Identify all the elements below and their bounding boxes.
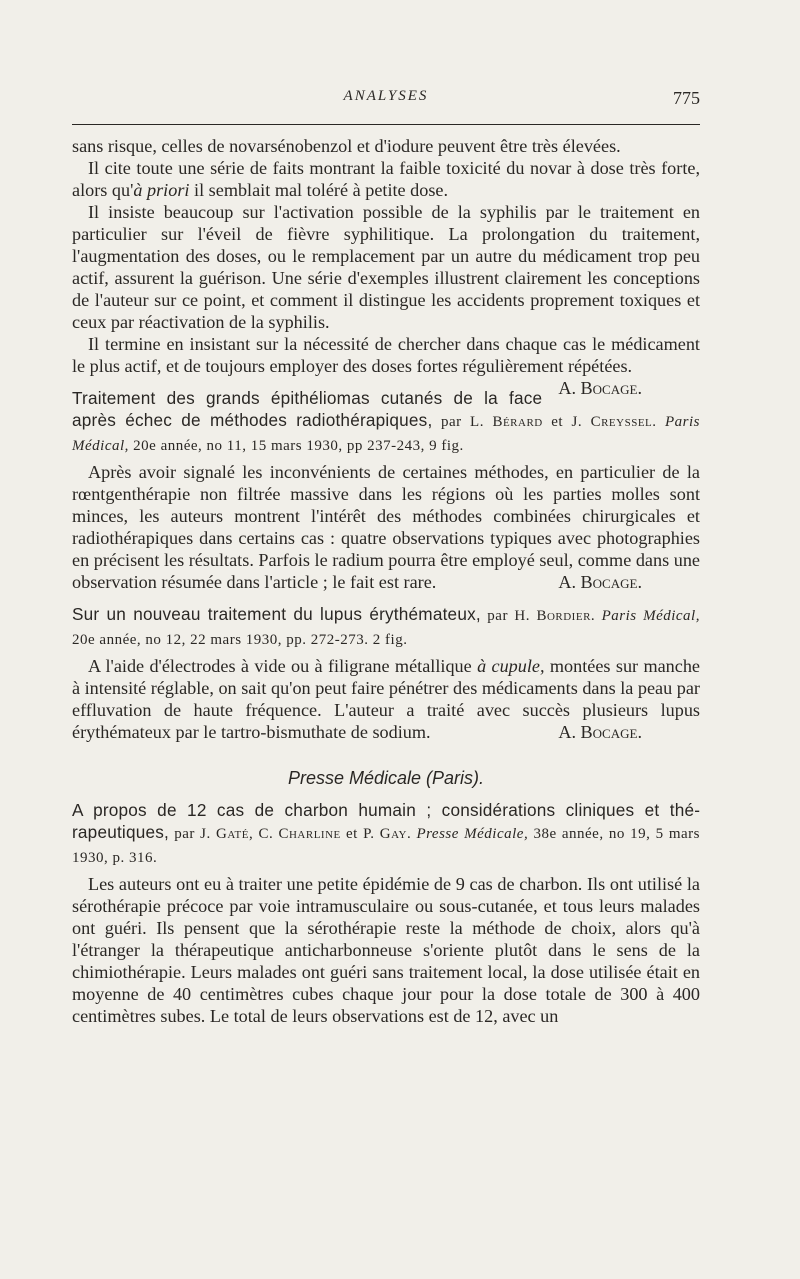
article-reference: A propos de 12 cas de charbon humain ; considérations cliniques et thérapeutiques, par J. Gaté, C. Charline et P. Gay. Presse Médicale, 38e année, no 19, 5 mars 1930, p. 316. (72, 800, 700, 866)
author: Charline (278, 826, 341, 842)
article-reference: Traitement des grands épithéliomas cutanés de la face après échec de méthodes radiothérapiques, par L. Bérard et J. Creyssel. Paris Médical, 20e année, no 11, 15 mars 1930, pp 237-243, 9 fig. (72, 388, 700, 454)
article-title: A propos de 12 cas de charbon humain ; considérations cliniques et thérapeutiques, (72, 800, 700, 842)
page-content (72, 135, 700, 1027)
author: Bérard (492, 414, 543, 430)
signature: A. Bocage. (558, 572, 642, 592)
author: Creyssel. (590, 414, 657, 430)
paragraph: Après avoir signalé les inconvénients de certaines méthodes, en particulier de la rœntgenthérapie non filtrée massive dans les régions où les parties molles sont minces, les auteurs montrent l'intérêt des méthodes combinées chirurgicales et radiothérapiques dans certains cas : quatre observations typiques avec photographies en précisent les résultats. Parfois le radium pourra être employé seul, comme dans une observation résumée dans l'article ; le fait est rare. A. Bocage. (72, 462, 700, 592)
running-title: ANALYSES (343, 88, 429, 104)
paragraph: sans risque, celles de novarsénobenzol et d'iodure peuvent être très élevées. (72, 136, 621, 156)
paragraph: A l'aide d'électrodes à vide ou à filigrane métallique à cupule, montées sur manche à intensité réglable, on sait qu'on peut faire pénétrer des médicaments dans la peau par effluvation de haute fréquence. L'auteur a traité avec succès plusieurs lupus érythémateux par le tartro-bismuthate de sodium. A. Bocage. (72, 656, 701, 742)
paragraph: Il insiste beaucoup sur l'activation possible de la syphilis par le traitement en particulier sur l'éveil de fièvre syphilitique. La prolongation du traitement, l'augmentation des doses, ou le remplacement par un autre du médicament trop peu actif, assurent la guérison. Une série d'exemples illustrent clairement les conceptions de l'auteur sur ce point, et comment il distingue les accidents proprement toxiques et ceux par réactivation de la syphilis. (72, 202, 700, 332)
journal-name: Paris Médical, (595, 608, 700, 624)
paragraph: Il cite toute une série de faits montrant la faible toxicité du novar à dose très forte, alors qu'à priori il semblait mal toléré à petite dose. (72, 158, 700, 200)
author: Gay. (379, 826, 412, 842)
journal-name: Presse Médicale, (411, 826, 529, 842)
author: Gaté, (215, 826, 254, 842)
header-rule (72, 124, 700, 125)
signature: A. Bocage. (558, 378, 642, 398)
journal-name: Paris Médical, (72, 414, 700, 454)
article-title: Traitement des grands épithéliomas cutanés de la face après échec de méthodes radiothérapiques, (72, 388, 543, 430)
signature: A. Bocage. (558, 722, 642, 742)
page-number: 775 (673, 88, 700, 108)
author: Bordier. (536, 608, 596, 624)
paragraph: Il termine en insistant sur la nécessité de chercher dans chaque cas le médicament le plus actif, et de toujours employer des doses fortes régulièrement répétées. A. Bocage. (72, 334, 700, 398)
section-heading: Presse Médicale (Paris). (287, 768, 485, 788)
article-title: Sur un nouveau traitement du lupus érythémateux, (72, 604, 481, 624)
page-header (72, 88, 700, 116)
paragraph: Les auteurs ont eu à traiter une petite épidémie de 9 cas de charbon. Ils ont utilisé la sérothérapie précoce par voie intramusculaire ou sous-cutanée, et tous leurs malades ont guéri. Ils pensent que la sérothérapie reste la méthode de choix, alors qu'à l'étranger la thérapeutique anticharbonneuse s'oriente plutôt dans le sens de la chimiothérapie. Leurs malades ont guéri sans traitement local, la dose utilisée était en moyenne de 40 centimètres cubes chaque jour pour la dose totale de 300 à 400 centimètres subes. Le total de leurs observations est de 12, avec un (72, 874, 700, 1026)
article-reference: Sur un nouveau traitement du lupus érythémateux, par H. Bordier. Paris Médical, 20e année, no 12, 22 mars 1930, pp. 272-273. 2 fig. (72, 604, 700, 648)
